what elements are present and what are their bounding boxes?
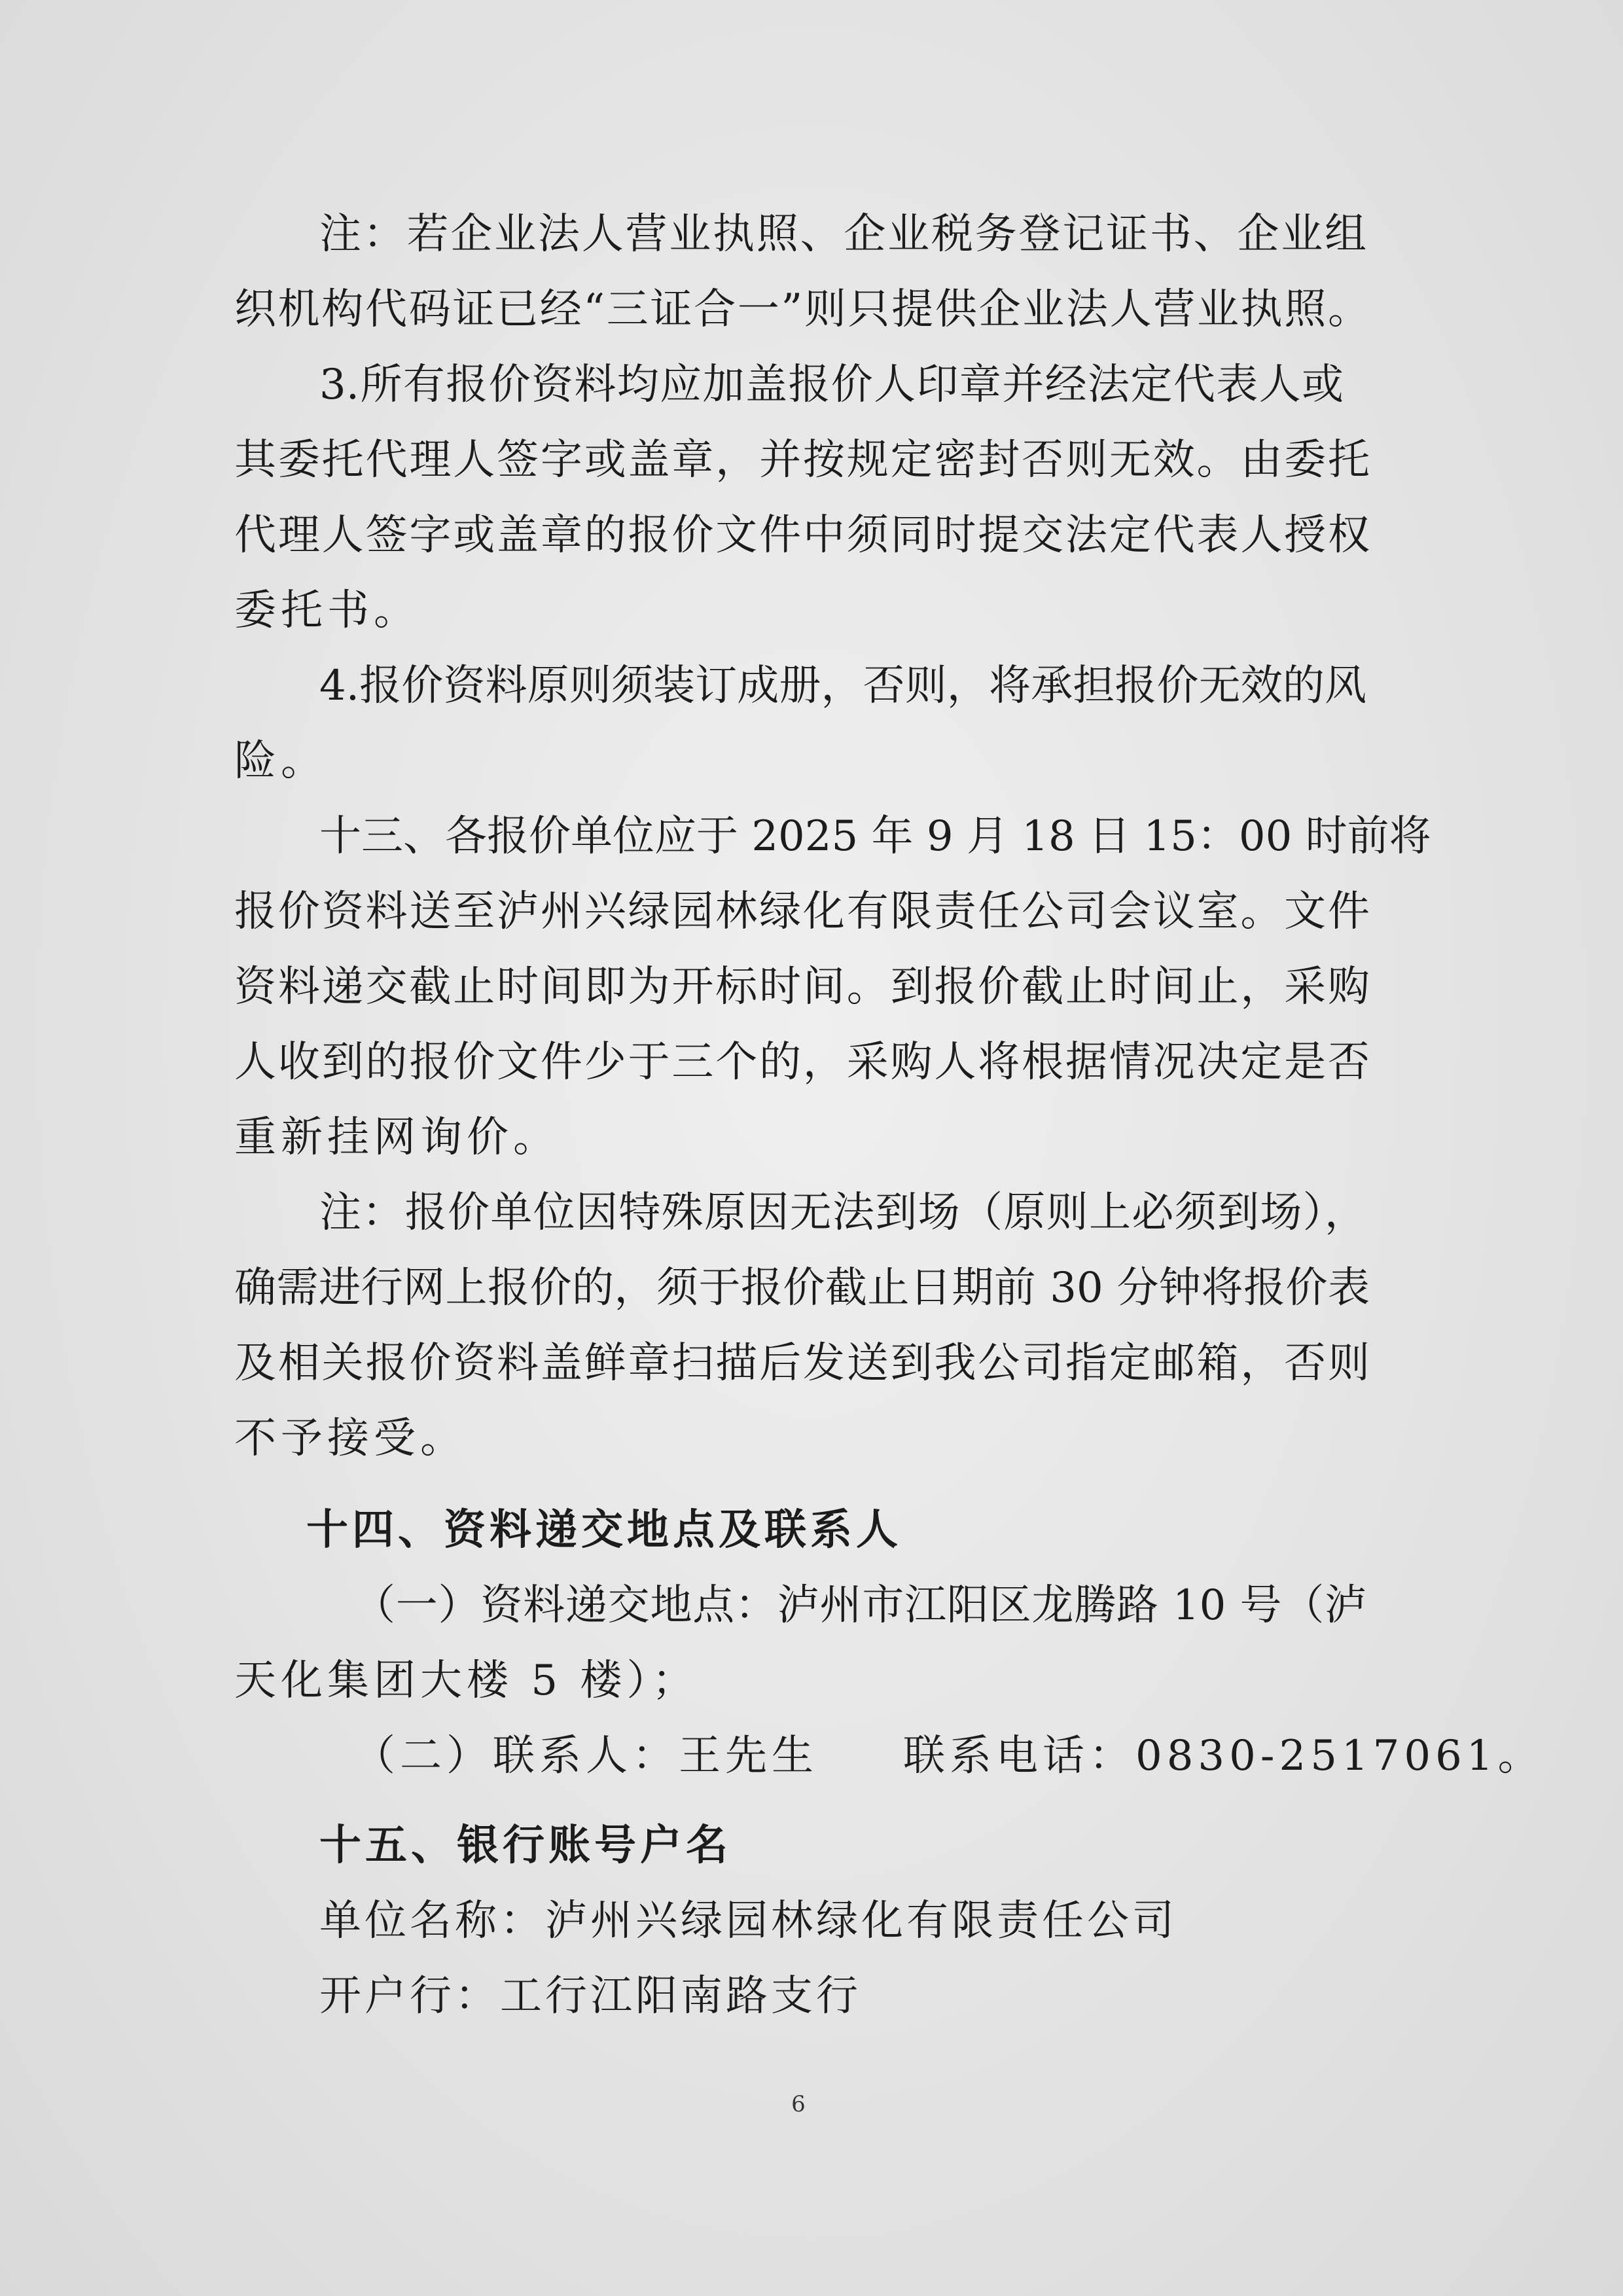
section-13-line-3: 资料递交截止时间即为开标时间。到报价截止时间止，采购 (234, 963, 1370, 1011)
item-3-line-2: 其委托代理人签字或盖章，并按规定密封否则无效。由委托 (234, 436, 1370, 484)
section-13-line-4: 人收到的报价文件少于三个的，采购人将根据情况决定是否 (234, 1038, 1370, 1086)
page-number: 6 (791, 2091, 806, 2117)
section-15-heading: 十五、银行账号户名 (319, 1821, 732, 1870)
delivery-address-line-2: 天化集团大楼 5 楼）； (234, 1657, 699, 1705)
bank-line: 开户行：工行江阳南路支行 (319, 1972, 861, 2020)
note-line-2: 织机构代码证已经“三证合一”则只提供企业法人营业执照。 (234, 285, 1370, 334)
contact-phone: 联系电话：0830-2517061。 (903, 1732, 1544, 1780)
contact-line (353, 1730, 1544, 1782)
account-name-line: 单位名称：泸州兴绿园林绿化有限责任公司 (319, 1897, 1177, 1945)
item-4-line-1: 4.报价资料原则须装订成册，否则，将承担报价无效的风 (319, 662, 1366, 710)
item-3-line-4: 委托书。 (234, 586, 420, 635)
section-13-line-5: 重新挂网询价。 (234, 1113, 560, 1162)
delivery-address-line-1: （一）资料递交地点：泸州市江阳区龙腾路 10 号（泸 (353, 1581, 1366, 1630)
note-line-1: 注：若企业法人营业执照、企业税务登记证书、企业组 (319, 210, 1366, 259)
section-13-line-2: 报价资料送至泸州兴绿园林绿化有限责任公司会议室。文件 (234, 888, 1370, 936)
section-14-heading: 十四、资料递交地点及联系人 (306, 1506, 902, 1554)
online-note-line-3: 及相关报价资料盖鲜章扫描后发送到我公司指定邮箱，否则 (234, 1339, 1370, 1388)
item-3-line-3: 代理人签字或盖章的报价文件中须同时提交法定代表人授权 (234, 511, 1370, 560)
online-note-line-4: 不予接受。 (234, 1414, 467, 1463)
online-note-line-1: 注：报价单位因特殊原因无法到场（原则上必须到场）， (319, 1189, 1366, 1237)
section-13-line-1: 十三、各报价单位应于 2025 年 9 月 18 日 15：00 时前将 (319, 812, 1431, 861)
contact-person: （二）联系人：王先生 (353, 1732, 818, 1780)
item-3-line-1: 3.所有报价资料均应加盖报价人印章并经法定代表人或 (319, 361, 1344, 409)
item-4-line-2: 险。 (234, 737, 327, 785)
online-note-line-2: 确需进行网上报价的，须于报价截止日期前 30 分钟将报价表 (234, 1264, 1370, 1312)
